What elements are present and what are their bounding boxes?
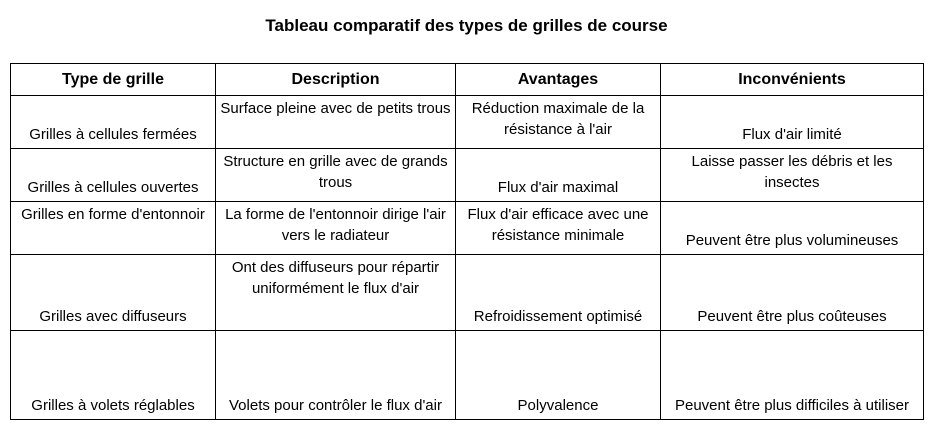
cell-advantages: Polyvalence (456, 331, 661, 420)
cell-description: Surface pleine avec de petits trous (216, 96, 456, 149)
cell-type: Grilles à cellules ouvertes (11, 149, 216, 202)
cell-disadvantages: Peuvent être plus volumineuses (661, 202, 924, 255)
comparison-table (10, 63, 924, 420)
cell-disadvantages: Peuvent être plus difficiles à utiliser (661, 331, 924, 420)
table-title: Tableau comparatif des types de grilles de course (265, 16, 668, 35)
header-type: Type de grille (11, 64, 216, 96)
cell-type: Grilles à volets réglables (11, 331, 216, 420)
header-description: Description (216, 64, 456, 96)
table-row (11, 96, 924, 149)
cell-advantages: Refroidissement optimisé (456, 255, 661, 331)
cell-description: La forme de l'entonnoir dirige l'air vers le radiateur (216, 202, 456, 255)
cell-disadvantages: Laisse passer les débris et les insectes (661, 149, 924, 202)
cell-advantages: Réduction maximale de la résistance à l'air (456, 96, 661, 149)
cell-type: Grilles avec diffuseurs (11, 255, 216, 331)
table-row (11, 149, 924, 202)
cell-disadvantages: Flux d'air limité (661, 96, 924, 149)
table-row (11, 202, 924, 255)
cell-type: Grilles à cellules fermées (11, 96, 216, 149)
cell-disadvantages: Peuvent être plus coûteuses (661, 255, 924, 331)
header-disadvantages: Inconvénients (661, 64, 924, 96)
cell-description: Structure en grille avec de grands trous (216, 149, 456, 202)
cell-advantages: Flux d'air maximal (456, 149, 661, 202)
cell-type: Grilles en forme d'entonnoir (11, 202, 216, 255)
header-advantages: Avantages (456, 64, 661, 96)
header-row (11, 64, 924, 96)
cell-description: Volets pour contrôler le flux d'air (216, 331, 456, 420)
table-row (11, 331, 924, 420)
table-row (11, 255, 924, 331)
cell-description: Ont des diffuseurs pour répartir uniformément le flux d'air (216, 255, 456, 331)
cell-advantages: Flux d'air efficace avec une résistance minimale (456, 202, 661, 255)
